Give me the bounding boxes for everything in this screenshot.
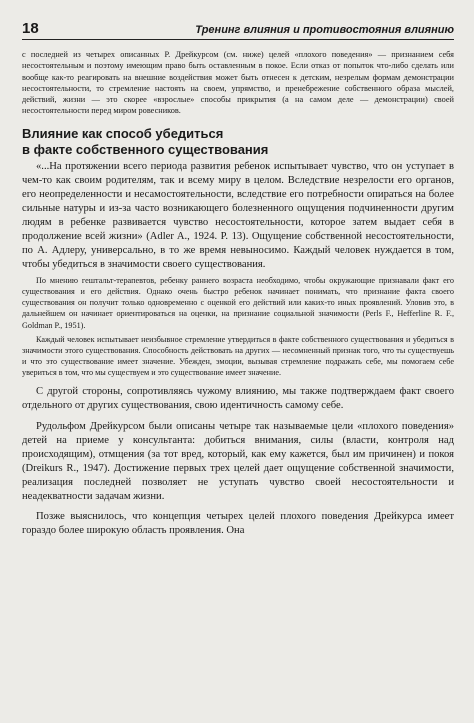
paragraph-resistance: С другой стороны, сопротивляясь чужому влиянию, мы также подтверждаем факт своего отдельного от других существования, свою идентичность самому себе. (22, 385, 454, 411)
section-heading (22, 126, 454, 158)
section-heading-line-2: в факте собственного существования (22, 141, 269, 157)
page-header (22, 14, 454, 40)
intro-paragraph: с последней из четырех описанных Р. Дрейкурсом (см. ниже) целей «плохого поведения» — признанием себя несостоятельным и поэтому имеющим право быть оставленным в покое. Если отказ от попыток что-либо сделать или вообще как-то реагировать на внешние воздействия может быть отнесен к детским, незрелым формам демонстрации несостоятельности, то стремление настоять на своем, упрямство, и пренебрежение собственного образа мыслей, действий, жизни — это скорее «взрослые» способы прикрытия (а на самом деле — демонстрации) своей несостоятельности перед миром ровесников. (22, 50, 454, 116)
running-title: Тренинг влияния и противостояния влиянию (195, 24, 454, 36)
quote-paragraph: «...На протяжении всего периода развития ребенок испытывает чувство, что он уступает в чем-то как своим родителям, так и всему миру в целом. Вследствие незрелости его органов, его неопределенности и несамостоятельности, вследствие его потребности опираться на более сильные натуры и из-за часто возникающего болезненного ощущения подчиненности другим людям в ребенке развивается чувство несостоятельности, которое затем выдает себя в продолжение всей жизни» (Adler A., 1924. P. 13). Ощущение собственной несостоятельности, по А. Адлеру, универсально, в то же время невыносимо. Каждый человек нуждается в том, чтобы убедиться в значимости своего существования. (22, 160, 454, 270)
section-heading-line-1: Влияние как способ убедиться (22, 125, 224, 141)
small-paragraph-gestalt: По мнению гештальт-терапевтов, ребенку раннего возраста необходимо, чтобы окружающие признавали факт его существования и его действия. Однако очень быстро ребенок начинает понимать, что признание факта своего существования он получит только одновременно с оценкой его действий или каких-то иных проявлений. Уловив это, в дальнейшем он начинает ориентироваться на оценки, на признание социальной значимости (Perls F., Hefferline R. F., Goldman P., 1951). (22, 275, 454, 330)
small-paragraph-existence: Каждый человек испытывает неизбывное стремление утвердиться в факте собственного существования и убедиться в значимости этого существования. Способность действовать на других — несомненный признак того, что ты существуешь и что это существование имеет значение. Убежден, эмоции, вызывая стремление подражать себе, мы помогаем себе увериться в том, что мы существуем и это существование имеет значение. (22, 334, 454, 378)
paragraph-dreikurs: Рудольфом Дрейкурсом были описаны четыре так называемые цели «плохого поведения» детей на приеме у консультанта: добиться внимания, силы (власти, контроля над происходящим), отмщения (за тот вред, который, как ему кажется, был им причинен) и покоя (Dreikurs R., 1947). Достижение первых трех целей дает ощущение собственной значимости, реализация последней позволяет не уступать чувство своей несостоятельности и неадекватности задачам жизни. (22, 420, 454, 502)
page-number: 18 (22, 20, 39, 37)
paragraph-four-goals: Позже выяснилось, что концепция четырех целей плохого поведения Дрейкурса имеет гораздо более широкую область проявления. Она (22, 510, 454, 536)
